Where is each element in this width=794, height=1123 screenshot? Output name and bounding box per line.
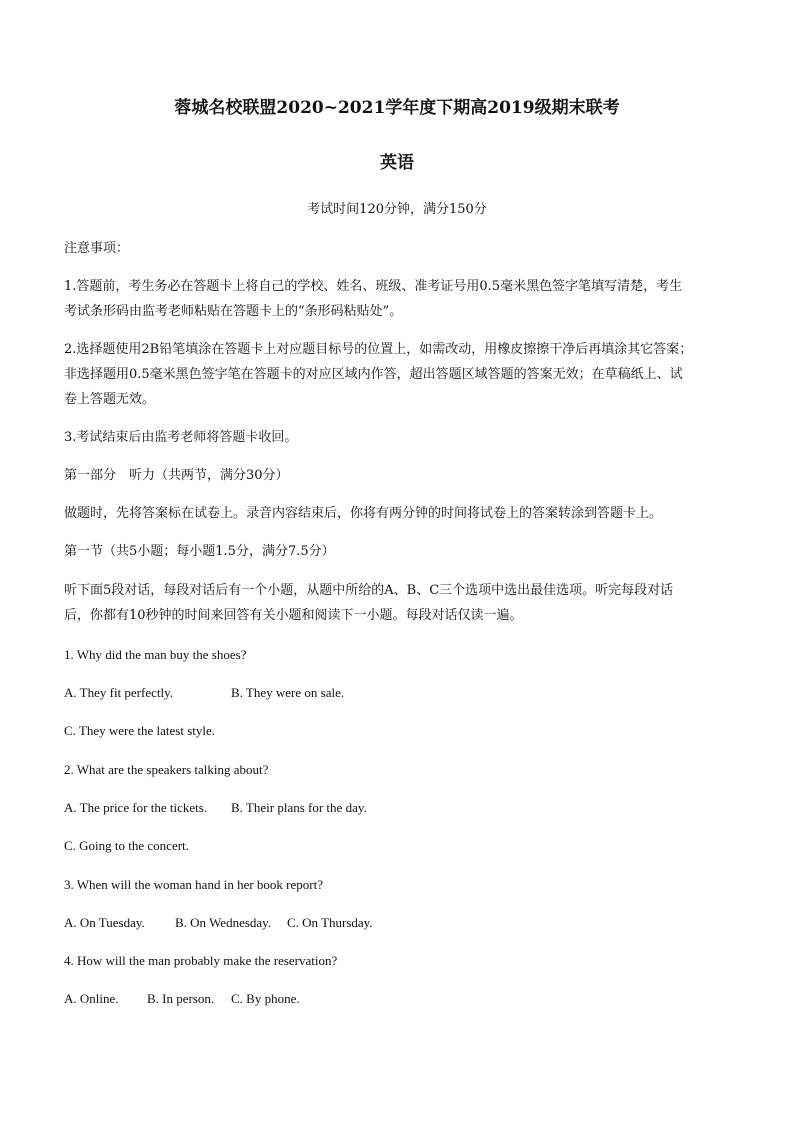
notice-heading: 注意事项：: [64, 241, 130, 256]
option-a: A. They fit perfectly.: [64, 685, 174, 700]
option-b: B. Their plans for the day.: [231, 800, 367, 815]
option-b: B. On Wednesday.: [175, 915, 272, 930]
question-stem: 2. What are the speakers talking about?: [64, 762, 269, 777]
section1-instruction-line-1: 听下面5段对话，每段对话后有一个小题，从题中所给的A、B、C三个选项中选出最佳选项。听完每段对话: [64, 583, 674, 598]
option-c: C. On Thursday.: [287, 915, 373, 930]
notice-item-1-line-2: 考试条形码由监考老师粘贴在答题卡上的“条形码粘贴处”。: [64, 304, 403, 319]
notice-item-3: 3.考试结束后由监考老师将答题卡收回。: [64, 430, 298, 445]
question-stem: 3. When will the woman hand in her book report?: [64, 877, 323, 892]
option-a: A. The price for the tickets.: [64, 800, 208, 815]
notice-item-2-line-2: 非选择题用0.5毫米黑色签字笔在答题卡的对应区域内作答，超出答题区域答题的答案无效；在草稿纸上、试: [64, 367, 683, 382]
option-b: B. In person.: [147, 991, 215, 1006]
part1-heading: 第一部分 听力（共两节，满分30分）: [64, 468, 289, 483]
part1-instruction: 做题时，先将答案标在试卷上。录音内容结束后，你将有两分钟的时间将试卷上的答案转涂到答题卡上。: [64, 506, 663, 521]
option-b: B. They were on sale.: [231, 685, 345, 700]
exam-title: 蓉城名校联盟2020~2021学年度下期高2019级期末联考: [174, 98, 620, 118]
notice-item-1-line-1: 1.答题前，考生务必在答题卡上将自己的学校、姓名、班级、准考证号用0.5毫米黑色签字笔填写清楚，考生: [64, 279, 683, 294]
question-stem: 1. Why did the man buy the shoes?: [64, 647, 247, 662]
notice-item-2-line-3: 卷上答题无效。: [64, 392, 156, 407]
option-c: C. Going to the concert.: [64, 838, 189, 853]
subject-title: 英语: [380, 153, 414, 173]
notice-item-2-line-1: 2.选择题使用2B铅笔填涂在答题卡上对应题目标号的位置上，如需改动，用橡皮擦擦干净后再填涂其它答案；: [64, 342, 693, 357]
option-a: A. Online.: [64, 991, 119, 1006]
option-c: C. By phone.: [231, 991, 300, 1006]
section1-instruction-line-2: 后，你都有10秒钟的时间来回答有关小题和阅读下一小题。每段对话仅读一遍。: [64, 608, 523, 623]
section1-heading: 第一节（共5小题；每小题1.5分，满分7.5分）: [64, 544, 335, 559]
exam-info: 考试时间120分钟，满分150分: [307, 202, 487, 217]
option-c: C. They were the latest style.: [64, 723, 216, 738]
option-a: A. On Tuesday.: [64, 915, 145, 930]
question-stem: 4. How will the man probably make the reservation?: [64, 953, 338, 968]
